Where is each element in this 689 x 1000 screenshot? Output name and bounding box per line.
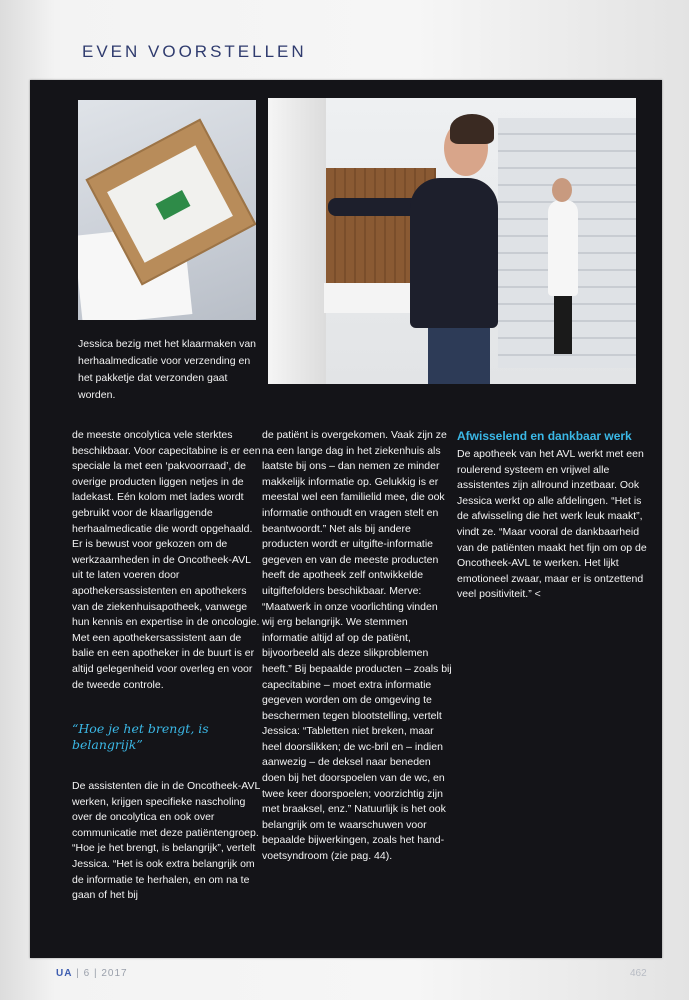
footer-brand: UA xyxy=(56,968,73,979)
assistant-figure xyxy=(548,200,578,296)
assistant-head xyxy=(552,178,572,202)
article-column-3 xyxy=(457,428,647,603)
pullquote: “Hoe je het brengt, is belangrijk” xyxy=(72,721,209,753)
jessica-legs xyxy=(428,326,490,384)
column1-paragraph-2: De assistenten die in de Oncotheek-AVL werken, krijgen specifieke nascholing over de oncolytica en ook over communicatie met deze patiëntengroep. “Hoe je het brengt, is belangrijk”, vertelt Jessica. “Het is ook extra belangrijk om de informatie te herhalen, en om na te gaan of het bij xyxy=(72,780,260,902)
pharmacy-photo xyxy=(268,98,636,384)
page-number: 462 xyxy=(630,968,647,979)
assistant-legs xyxy=(554,294,572,354)
article-column-2 xyxy=(262,428,452,865)
article-column-1 xyxy=(72,428,262,904)
article-panel xyxy=(30,80,662,958)
column3-paragraph-1: De apotheek van het AVL werkt met een roulerend systeem en vrijwel alle assistentes zijn allround inzetbaar. Ook Jessica werkt op alle afdelingen. “Het is de afwisseling die het werk leuk maakt”, vindt ze. “Maar vooral de dankbaarheid van de patiënten maakt het fijn om op de Oncotheek-AVL te werken. Het lijkt emotioneel zwaar, maar er is ontzettend veel positiviteit.” < xyxy=(457,448,647,601)
footer-issue xyxy=(56,968,128,979)
section-title: EVEN VOORSTELLEN xyxy=(82,42,307,61)
jessica-figure xyxy=(410,178,498,328)
jessica-hair xyxy=(450,114,494,144)
column2-paragraph-1: de patiënt is overgekomen. Vaak zijn ze na een lange dag in het ziekenhuis als laatste bij ons – dan nemen ze minder makkelijk informatie op. Gelukkig is er meestal wel een familielid mee, die ook informatie onthoudt en vragen stelt en beantwoordt.” Net als bij andere producten wordt er uitgifte-informatie gegeven en van de meeste producten heeft de apotheek zelf ontwikkelde uitgiftefolders beschikbaar. Merve: “Maatwerk in onze voorlichting vinden wij erg belangrijk. We stemmen informatie altijd af op de patiënt, bijvoorbeeld als deze slikproblemen heeft.” Bij bepaalde producten – zoals bij capecitabine – moet extra informatie gegeven worden om de omgeving te beschermen tegen blootstelling, vertelt Jessica: “Tabletten niet breken, maar heel doorslikken; de wc-bril en – indien aanwezig – de deksel naar beneden doen bij het doorspoelen van de wc, en twee keer doorspoelen; voorzichtig zijn met braaksel, enz.” Natuurlijk is het ook belangrijk om te waarschuwen voor bepaalde bijwerkingen, zoals het hand-voetsyndroom (zie pag. 44). xyxy=(262,429,452,863)
subheading: Afwisselend en dankbaar werk xyxy=(457,429,632,443)
column1-paragraph-1: de meeste oncolytica vele sterktes beschikbaar. Voor capecitabine is er een speciale la met een ‘pakvoorraad’, de overige producten liggen netjes in de ladekast. Eén kolom met lades wordt gebruikt voor de klaarliggende herhaalmedicatie die wordt opgehaald. Er is bewust voor gekozen om de werkzaamheden in de Oncotheek-AVL uit te laten voeren door apothekersassistenten en apothekers van de ziekenhuisapotheek, vanwege hun kennis en expertise in de oncologie. Met een apothekersassistent aan de balie en een apotheker in de buurt is er altijd gelegenheid voor overleg en voor de tweede controle. xyxy=(72,429,261,691)
footer-issue-number: | 6 | 2017 xyxy=(76,968,128,979)
box-photo xyxy=(78,100,256,320)
photo-caption: Jessica bezig met het klaarmaken van herhaalmedicatie voor verzending en het pakketje dat verzonden gaat worden. xyxy=(78,338,257,401)
door-frame xyxy=(268,98,326,384)
